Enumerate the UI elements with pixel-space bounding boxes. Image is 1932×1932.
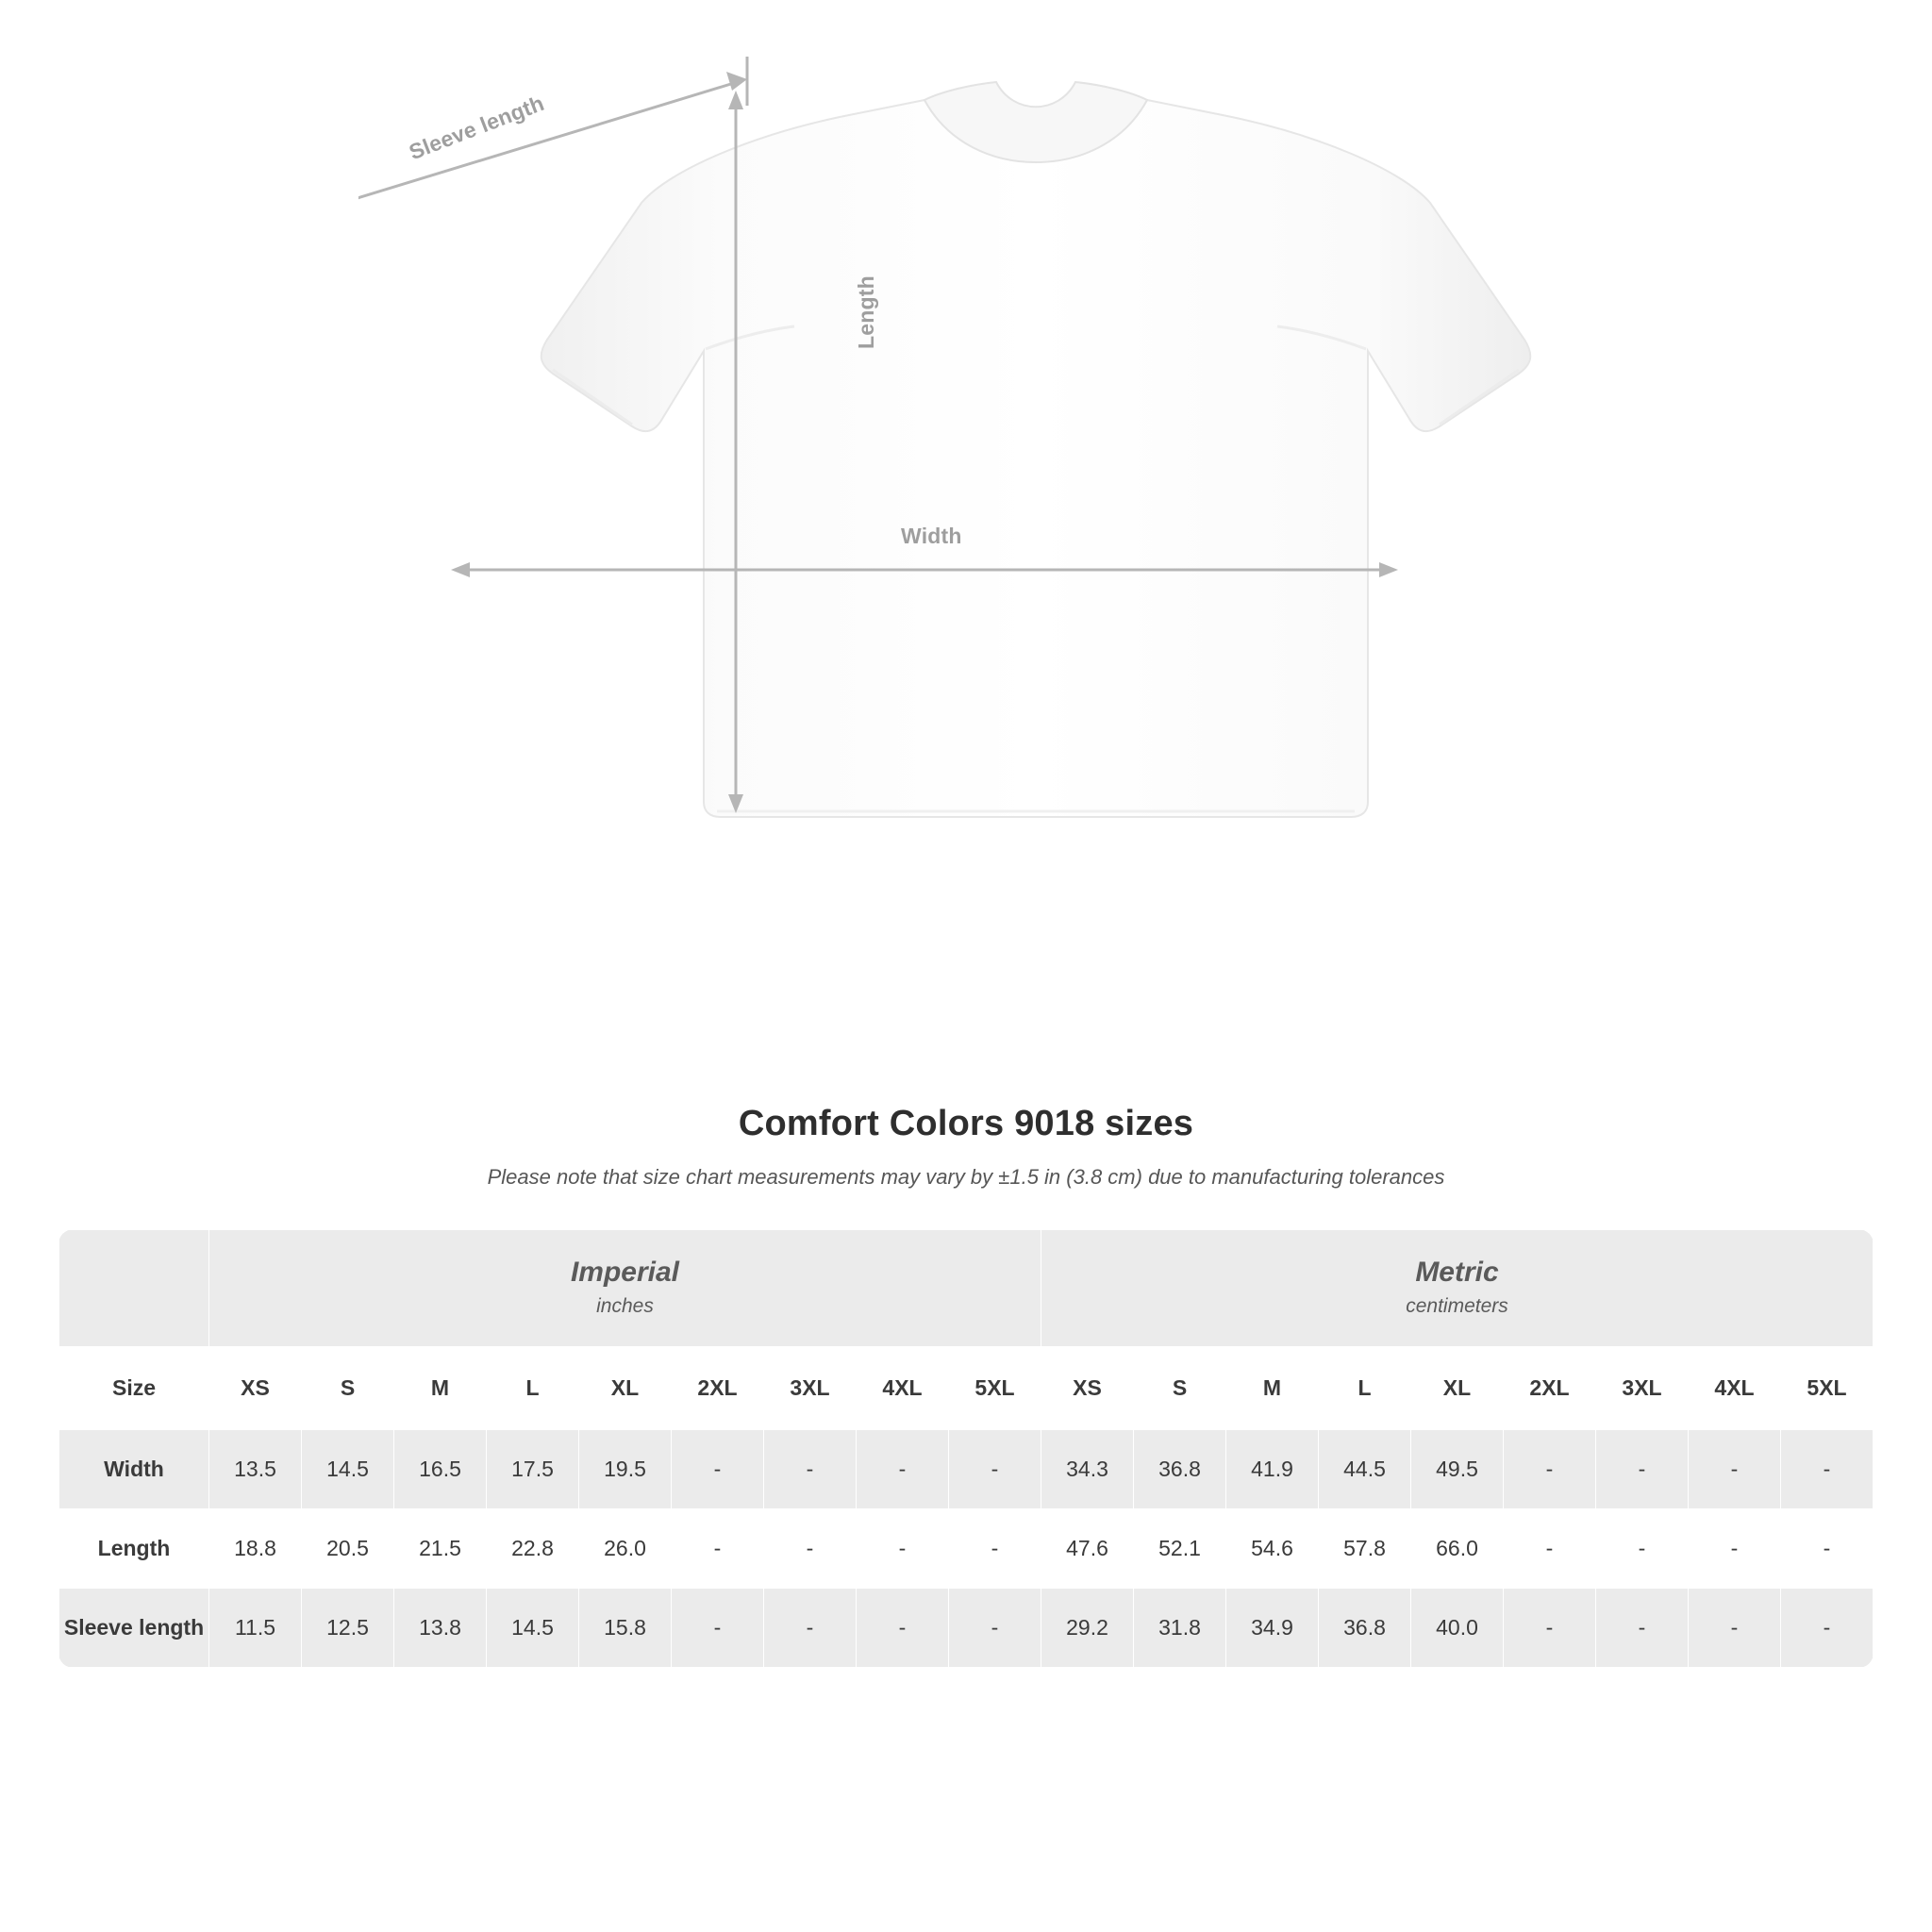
width-arrow-head-right (1379, 562, 1398, 577)
measurement-cell: 14.5 (487, 1588, 579, 1667)
measurement-cell: - (1504, 1508, 1596, 1588)
tolerance-note: Please note that size chart measurements may vary by ±1.5 in (3.8 cm) due to manufacturing tolerances (487, 1165, 1445, 1189)
measurement-cell: 26.0 (579, 1508, 672, 1588)
size-column-header: XL (579, 1346, 672, 1429)
table-row (59, 1508, 1874, 1588)
unit-group-name: Metric (1415, 1257, 1499, 1288)
size-column-header: 2XL (672, 1346, 764, 1429)
measurement-cell: 57.8 (1319, 1508, 1411, 1588)
row-label: Length (59, 1508, 209, 1588)
size-column-header: M (394, 1346, 487, 1429)
table-row (59, 1429, 1874, 1508)
size-column-header: M (1226, 1346, 1319, 1429)
size-header-row (59, 1346, 1874, 1429)
measurement-cell: - (1596, 1429, 1689, 1508)
size-column-header: 4XL (1689, 1346, 1781, 1429)
size-column-header: XS (1041, 1346, 1134, 1429)
unit-group-name: Imperial (570, 1257, 680, 1288)
measurement-cell: 40.0 (1411, 1588, 1504, 1667)
measurement-cell: 36.8 (1319, 1588, 1411, 1667)
size-column-header: S (1134, 1346, 1226, 1429)
measurement-cell: - (857, 1588, 949, 1667)
size-column-header: 3XL (764, 1346, 857, 1429)
length-label: Length (854, 275, 878, 349)
measurement-cell: - (1781, 1508, 1874, 1588)
measurement-cell: 18.8 (209, 1508, 302, 1588)
size-column-header: 3XL (1596, 1346, 1689, 1429)
size-column-header: 2XL (1504, 1346, 1596, 1429)
unit-group-row (59, 1230, 1874, 1347)
size-column-header: 4XL (857, 1346, 949, 1429)
measurement-cell: 21.5 (394, 1508, 487, 1588)
page-title: Comfort Colors 9018 sizes (738, 1104, 1194, 1143)
measurement-cell: 12.5 (302, 1588, 394, 1667)
size-header-cell: Size (59, 1346, 209, 1429)
measurement-cell: 20.5 (302, 1508, 394, 1588)
row-label: Sleeve length (59, 1588, 209, 1667)
size-column-header: XS (209, 1346, 302, 1429)
measurement-cell: 44.5 (1319, 1429, 1411, 1508)
measurement-cell: 66.0 (1411, 1508, 1504, 1588)
measurement-cell: 47.6 (1041, 1508, 1134, 1588)
measurement-cell: 19.5 (579, 1429, 672, 1508)
measurement-cell: 17.5 (487, 1429, 579, 1508)
unit-row-spacer (59, 1230, 209, 1347)
measurement-cell: - (1689, 1588, 1781, 1667)
measurement-cell: - (672, 1429, 764, 1508)
measurement-cell: 54.6 (1226, 1508, 1319, 1588)
size-column-header: L (487, 1346, 579, 1429)
chart-header (0, 1104, 1932, 1190)
measurement-cell: - (764, 1508, 857, 1588)
shirt-body (541, 100, 1531, 817)
measurement-cell: 29.2 (1041, 1588, 1134, 1667)
measurement-cell: - (949, 1429, 1041, 1508)
measurement-cell: - (672, 1508, 764, 1588)
length-arrow-head-top (728, 91, 743, 109)
measurement-cell: 31.8 (1134, 1588, 1226, 1667)
measurement-cell: 13.8 (394, 1588, 487, 1667)
measurement-cell: 41.9 (1226, 1429, 1319, 1508)
measurement-cell: 49.5 (1411, 1429, 1504, 1508)
unit-group-sub: inches (596, 1294, 654, 1317)
measurement-cell: - (857, 1508, 949, 1588)
measurement-cell: 14.5 (302, 1429, 394, 1508)
measurement-cell: - (1689, 1429, 1781, 1508)
measurement-cell: 13.5 (209, 1429, 302, 1508)
measurement-cell: - (764, 1429, 857, 1508)
measurement-cell: - (672, 1588, 764, 1667)
measurement-cell: - (857, 1429, 949, 1508)
measurement-cell: 34.3 (1041, 1429, 1134, 1508)
size-column-header: 5XL (1781, 1346, 1874, 1429)
size-column-header: S (302, 1346, 394, 1429)
size-column-header: XL (1411, 1346, 1504, 1429)
unit-group-imperial (209, 1230, 1041, 1347)
measurement-cell: 36.8 (1134, 1429, 1226, 1508)
size-column-header: L (1319, 1346, 1411, 1429)
unit-group-metric (1041, 1230, 1874, 1347)
measurement-cell: - (1504, 1588, 1596, 1667)
measurement-cell: 16.5 (394, 1429, 487, 1508)
sleeve-length-label: Sleeve length (406, 90, 548, 165)
measurement-cell: - (1596, 1588, 1689, 1667)
tshirt-graphic (358, 57, 1585, 1057)
measurement-cell: - (1689, 1508, 1781, 1588)
size-table (58, 1229, 1874, 1668)
sleeve-arrow-head-right (726, 72, 747, 91)
row-label: Width (59, 1429, 209, 1508)
size-column-header: 5XL (949, 1346, 1041, 1429)
size-table-container (58, 1229, 1874, 1668)
measurement-cell: - (764, 1588, 857, 1667)
measurement-cell: 15.8 (579, 1588, 672, 1667)
width-arrow-head-left (451, 562, 470, 577)
measurement-cell: 11.5 (209, 1588, 302, 1667)
measurement-cell: 34.9 (1226, 1588, 1319, 1667)
tshirt-svg (358, 57, 1585, 1057)
width-label: Width (901, 524, 962, 548)
measurement-cell: - (1781, 1588, 1874, 1667)
measurement-cell: - (1596, 1508, 1689, 1588)
measurement-cell: 22.8 (487, 1508, 579, 1588)
unit-group-sub: centimeters (1406, 1294, 1508, 1317)
measurement-cell: - (1504, 1429, 1596, 1508)
measurement-cell: - (949, 1588, 1041, 1667)
measurement-cell: - (949, 1508, 1041, 1588)
table-row (59, 1588, 1874, 1667)
measurement-cell: - (1781, 1429, 1874, 1508)
measurement-cell: 52.1 (1134, 1508, 1226, 1588)
